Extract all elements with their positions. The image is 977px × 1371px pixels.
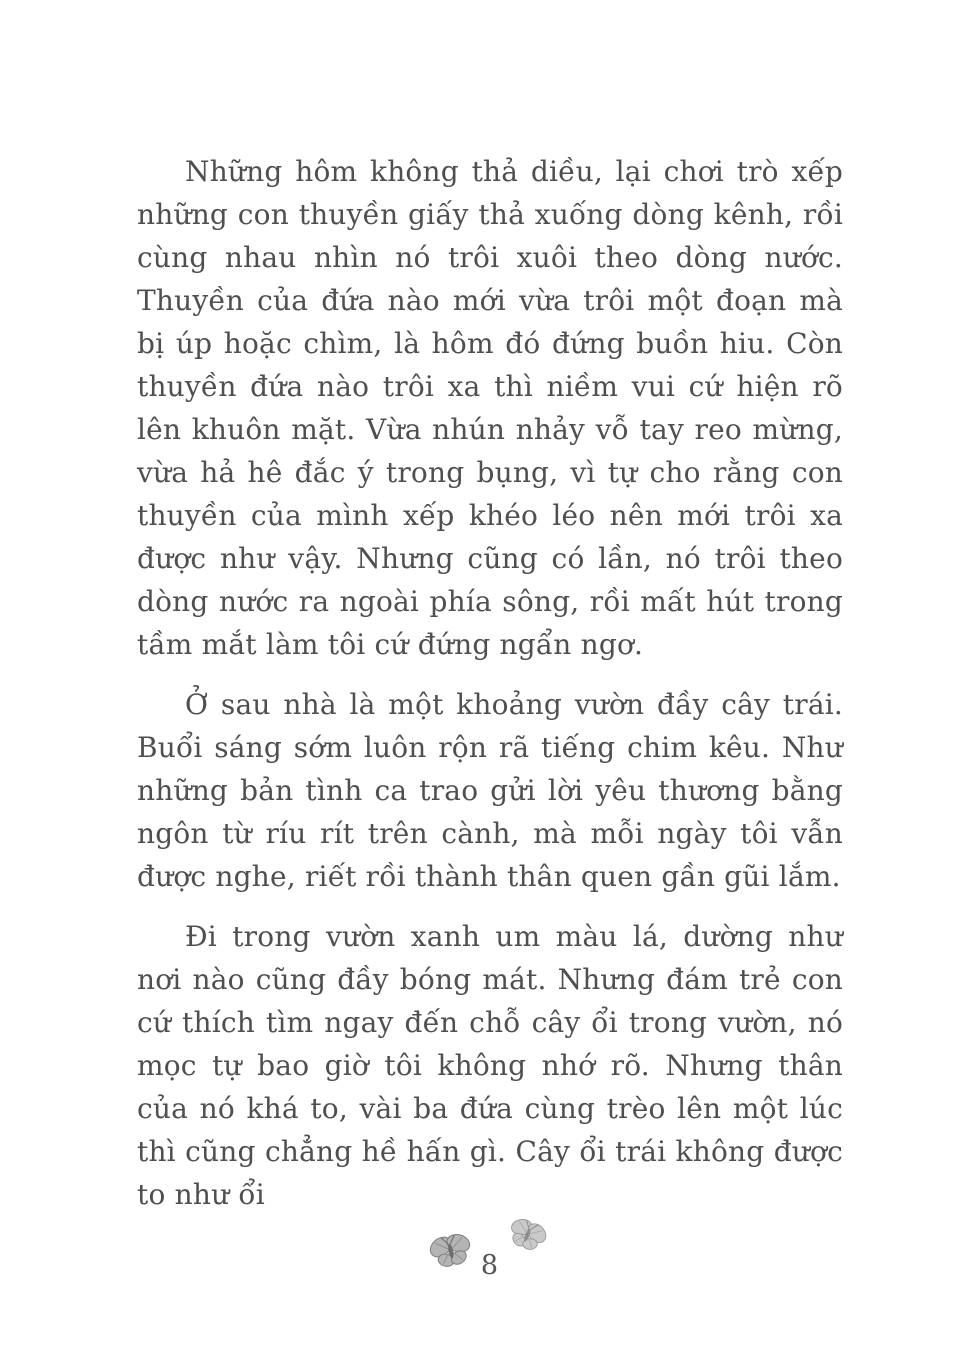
paragraph: Những hôm không thả diều, lại chơi trò xếp những con thuyền giấy thả xuống dòng kênh, rồi cùng nhau nhìn nó trôi xuôi theo dòng nước. Thuyền của đứa nào mới vừa trôi một đoạn mà bị úp hoặc chìm, là hôm đó đứng buồn hiu. Còn thuyền đứa nào trôi xa thì niềm vui cứ hiện rõ lên khuôn mặt. Vừa nhún nhảy vỗ tay reo mừng, vừa hả hê đắc ý trong bụng, vì tự cho rằng con thuyền của mình xếp khéo léo nên mới trôi xa được như vậy. Nhưng cũng có lần, nó trôi theo dòng nước ra ngoài phía sông, rồi mất hút trong tầm mắt làm tôi cứ đứng ngẩn ngơ.: [137, 155, 843, 661]
butterfly-icon: [501, 1211, 553, 1260]
page-number: 8: [480, 1250, 499, 1281]
page-footer: [0, 1216, 977, 1279]
butterfly-icon: [425, 1228, 476, 1276]
paragraph: Ở sau nhà là một khoảng vườn đầy cây trái. Buổi sáng sớm luôn rộn rã tiếng chim kêu. Như những bản tình ca trao gửi lời yêu thương bằng ngôn từ ríu rít trên cành, mà mỗi ngày tôi vẫn được nghe, riết rồi thành thân quen gần gũi lắm.: [137, 688, 843, 893]
paragraph: Đi trong vườn xanh um màu lá, dường như nơi nào cũng đầy bóng mát. Nhưng đám trẻ con cứ thích tìm ngay đến chỗ cây ổi trong vườn, nó mọc tự bao giờ tôi không nhớ rõ. Nhưng thân của nó khá to, vài ba đứa cùng trèo lên một lúc thì cũng chẳng hề hấn gì. Cây ổi trái không được to như ổi: [137, 920, 843, 1211]
page-text-block: [137, 150, 843, 1233]
